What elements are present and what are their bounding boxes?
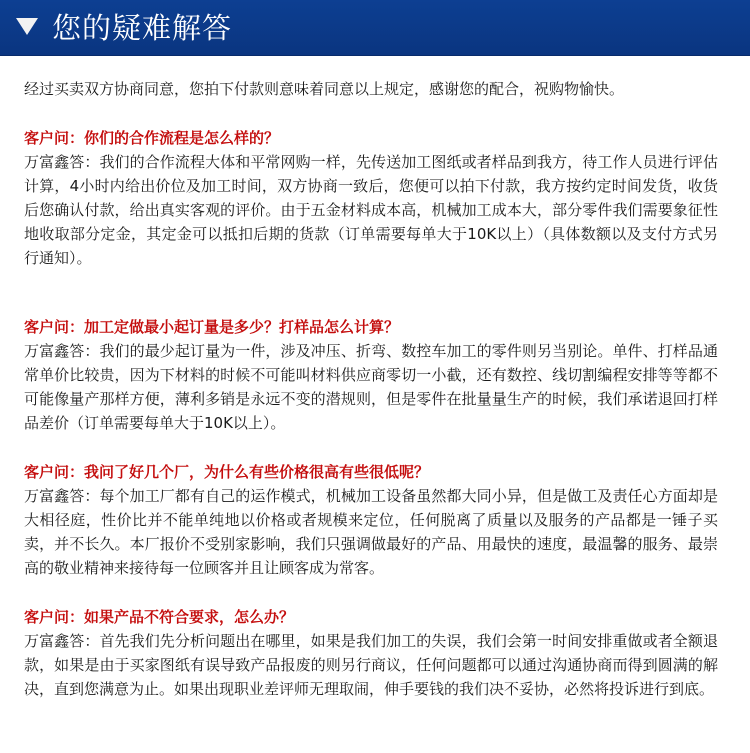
faq-question: 客户问：如果产品不符合要求，怎么办？ xyxy=(24,608,295,626)
faq-item xyxy=(24,126,718,270)
faq-item xyxy=(24,460,718,580)
faq-question: 客户问：你们的合作流程是怎么样的？ xyxy=(24,129,280,147)
faq-item xyxy=(24,605,718,701)
faq-item xyxy=(24,315,718,435)
intro-text: 经过买卖双方协商同意，您拍下付款则意味着同意以上规定，感谢您的配合，祝购物愉快。 xyxy=(24,80,625,98)
faq-content xyxy=(24,77,718,701)
page-title: 您的疑难解答 xyxy=(52,11,233,45)
faq-answer: 万富鑫答：我们的最少起订量为一件，涉及冲压、折弯、数控车加工的零件则另当别论。单件、打样品通常单价比较贵，因为下材料的时候不可能叫材料供应商零切一小截，还有数控、线切割编程安排等等都不可能像量产那样方便，薄利多销是永远不变的潜规则，但是零件在批量量生产的时候，我们承诺退回打样品差价（订单需要每单大于10K以上）。 xyxy=(24,342,718,432)
faq-answer: 万富鑫答：每个加工厂都有自己的运作模式，机械加工设备虽然都大同小异，但是做工及责任心方面却是大相径庭，性价比并不能单纯地以价格或者规模来定位，任何脱离了质量以及服务的产品都是一锤子买卖，并不长久。本厂报价不受别家影响，我们只强调做最好的产品、用最快的速度，最温馨的服务、最崇高的敬业精神来接待每一位顾客并且让顾客成为常客。 xyxy=(24,487,718,577)
faq-question: 客户问：加工定做最小起订量是多少？打样品怎么计算？ xyxy=(24,318,400,336)
faq-question: 客户问：我问了好几个厂，为什么有些价格很高有些很低呢？ xyxy=(24,463,430,481)
faq-answer: 万富鑫答：我们的合作流程大体和平常网购一样，先传送加工图纸或者样品到我方，待工作人员进行评估计算，4小时内给出价位及加工时间，双方协商一致后，您便可以拍下付款，我方按约定时间发货，收货后您确认付款，给出真实客观的评价。由于五金材料成本高，机械加工成本大，部分零件我们需要象征性地收取部分定金，其定金可以抵扣后期的货款（订单需要每单大于10K以上）（具体数额以及支付方式另行通知）。 xyxy=(24,153,718,267)
triangle-down-icon xyxy=(16,18,38,35)
page-header xyxy=(0,0,750,56)
faq-answer: 万富鑫答：首先我们先分析问题出在哪里，如果是我们加工的失误，我们会第一时间安排重做或者全额退款，如果是由于买家图纸有误导致产品报废的则另行商议，任何问题都可以通过沟通协商而得到圆满的解决，直到您满意为止。如果出现职业差评师无理取闹，伸手要钱的我们决不妥协，必然将投诉进行到底。 xyxy=(24,632,718,698)
